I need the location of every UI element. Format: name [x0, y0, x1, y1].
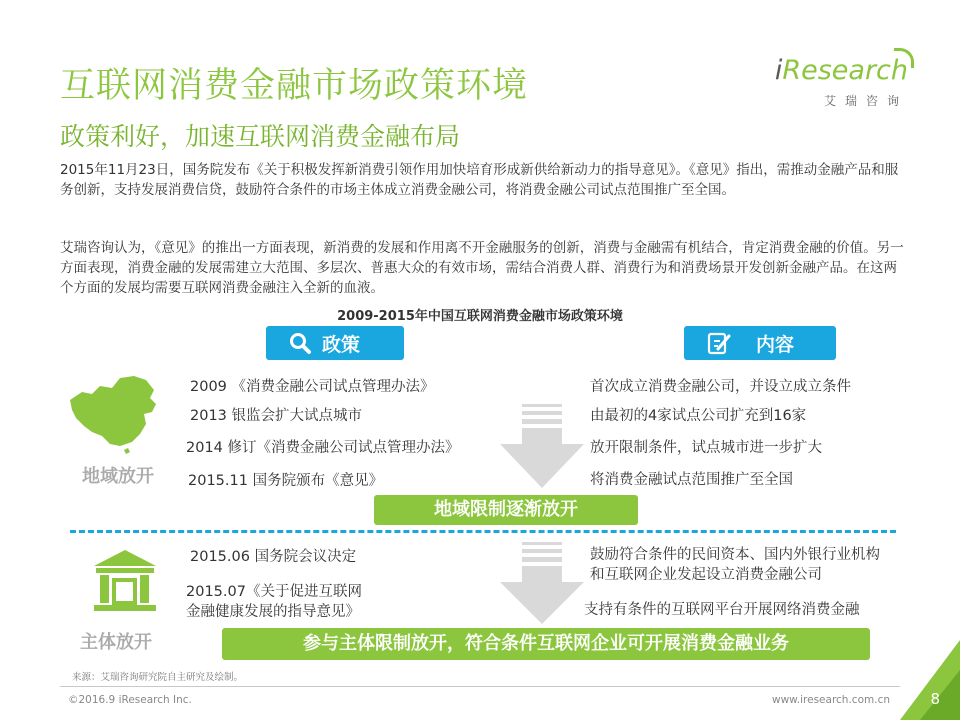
regional-label: 地域放开	[82, 466, 154, 487]
entity-policy-1: 2015.06 国务院会议决定	[190, 549, 357, 565]
entity-content-1: 鼓励符合条件的民间资本、国内外银行业机构和互联网企业发起设立消费金融公司	[590, 547, 880, 583]
down-arrow-icon	[494, 398, 590, 490]
regional-content-1: 首次成立消费金融公司，并设立成立条件	[590, 379, 851, 395]
regional-banner: 地域限制逐渐放开	[374, 495, 638, 525]
entity-label: 主体放开	[80, 632, 152, 653]
website-link[interactable]: www.iresearch.com.cn	[771, 694, 890, 706]
building-icon	[92, 548, 158, 612]
regional-content-2: 由最初的4家试点公司扩充到16家	[590, 408, 807, 424]
entity-banner: 参与主体限制放开，符合条件互联网企业可开展消费金融业务	[222, 628, 870, 660]
diagram-title: 2009-2015年中国互联网消费金融市场政策环境	[337, 309, 623, 324]
logo-cn: 艾瑞咨询	[823, 94, 908, 108]
regional-policy-2: 2013 银监会扩大试点城市	[190, 408, 363, 424]
footer-divider	[60, 686, 900, 687]
page-title: 互联网消费金融市场政策环境	[60, 66, 529, 106]
policy-header	[266, 326, 404, 360]
page-subtitle: 政策利好，加速互联网消费金融布局	[60, 122, 461, 151]
entity-content-2: 支持有条件的互联网平台开展网络消费金融	[584, 602, 860, 618]
policy-header-label: 政策	[322, 333, 361, 356]
china-map-icon	[62, 372, 162, 454]
content-header	[684, 326, 836, 360]
regional-content-4: 将消费金融试点范围推广至全国	[590, 472, 793, 488]
section-divider	[70, 530, 896, 533]
search-icon	[288, 331, 312, 355]
down-arrow-icon	[494, 540, 590, 626]
logo	[775, 55, 908, 86]
intro-paragraph-2: 艾瑞咨询认为，《意见》的推出一方面表现，新消费的发展和作用离不开金融服务的创新，消费与金融需有机结合，肯定消费金融的价值。另一方面表现，消费金融的发展需建立大范围、多层次、普惠大众的有效市场，需结合消费人群、消费行为和消费场景开发创新金融产品。在这两个方面的发展均需要互联网消费金融注入全新的血液。	[60, 240, 904, 296]
regional-policy-1: 2009 《消费金融公司试点管理办法》	[190, 379, 435, 395]
source-note: 来源：艾瑞咨询研究院自主研究及绘制。	[72, 672, 244, 683]
page-number: 8	[930, 690, 940, 708]
logo-word: Research	[782, 55, 908, 86]
edit-note-icon	[706, 330, 732, 356]
content-header-label: 内容	[756, 333, 795, 356]
regional-policy-4: 2015.11 国务院颁布《意见》	[188, 473, 384, 489]
regional-policy-3: 2014 修订《消费金融公司试点管理办法》	[186, 440, 460, 456]
regional-content-3: 放开限制条件，试点城市进一步扩大	[590, 440, 822, 456]
corner-decoration	[900, 640, 960, 720]
copyright: ©2016.9 iResearch Inc.	[68, 694, 192, 706]
logo-i: i	[774, 55, 783, 86]
entity-policy-2: 2015.07《关于促进互联网金融健康发展的指导意见》	[186, 584, 362, 620]
intro-paragraph-1: 2015年11月23日，国务院发布《关于积极发挥新消费引领作用加快培育形成新供给新动力的指导意见》。《意见》指出，需推动金融产品和服务创新，支持发展消费信贷，鼓励符合条件的市场主体成立消费金融公司，将消费金融公司试点范围推广至全国。	[60, 162, 899, 198]
